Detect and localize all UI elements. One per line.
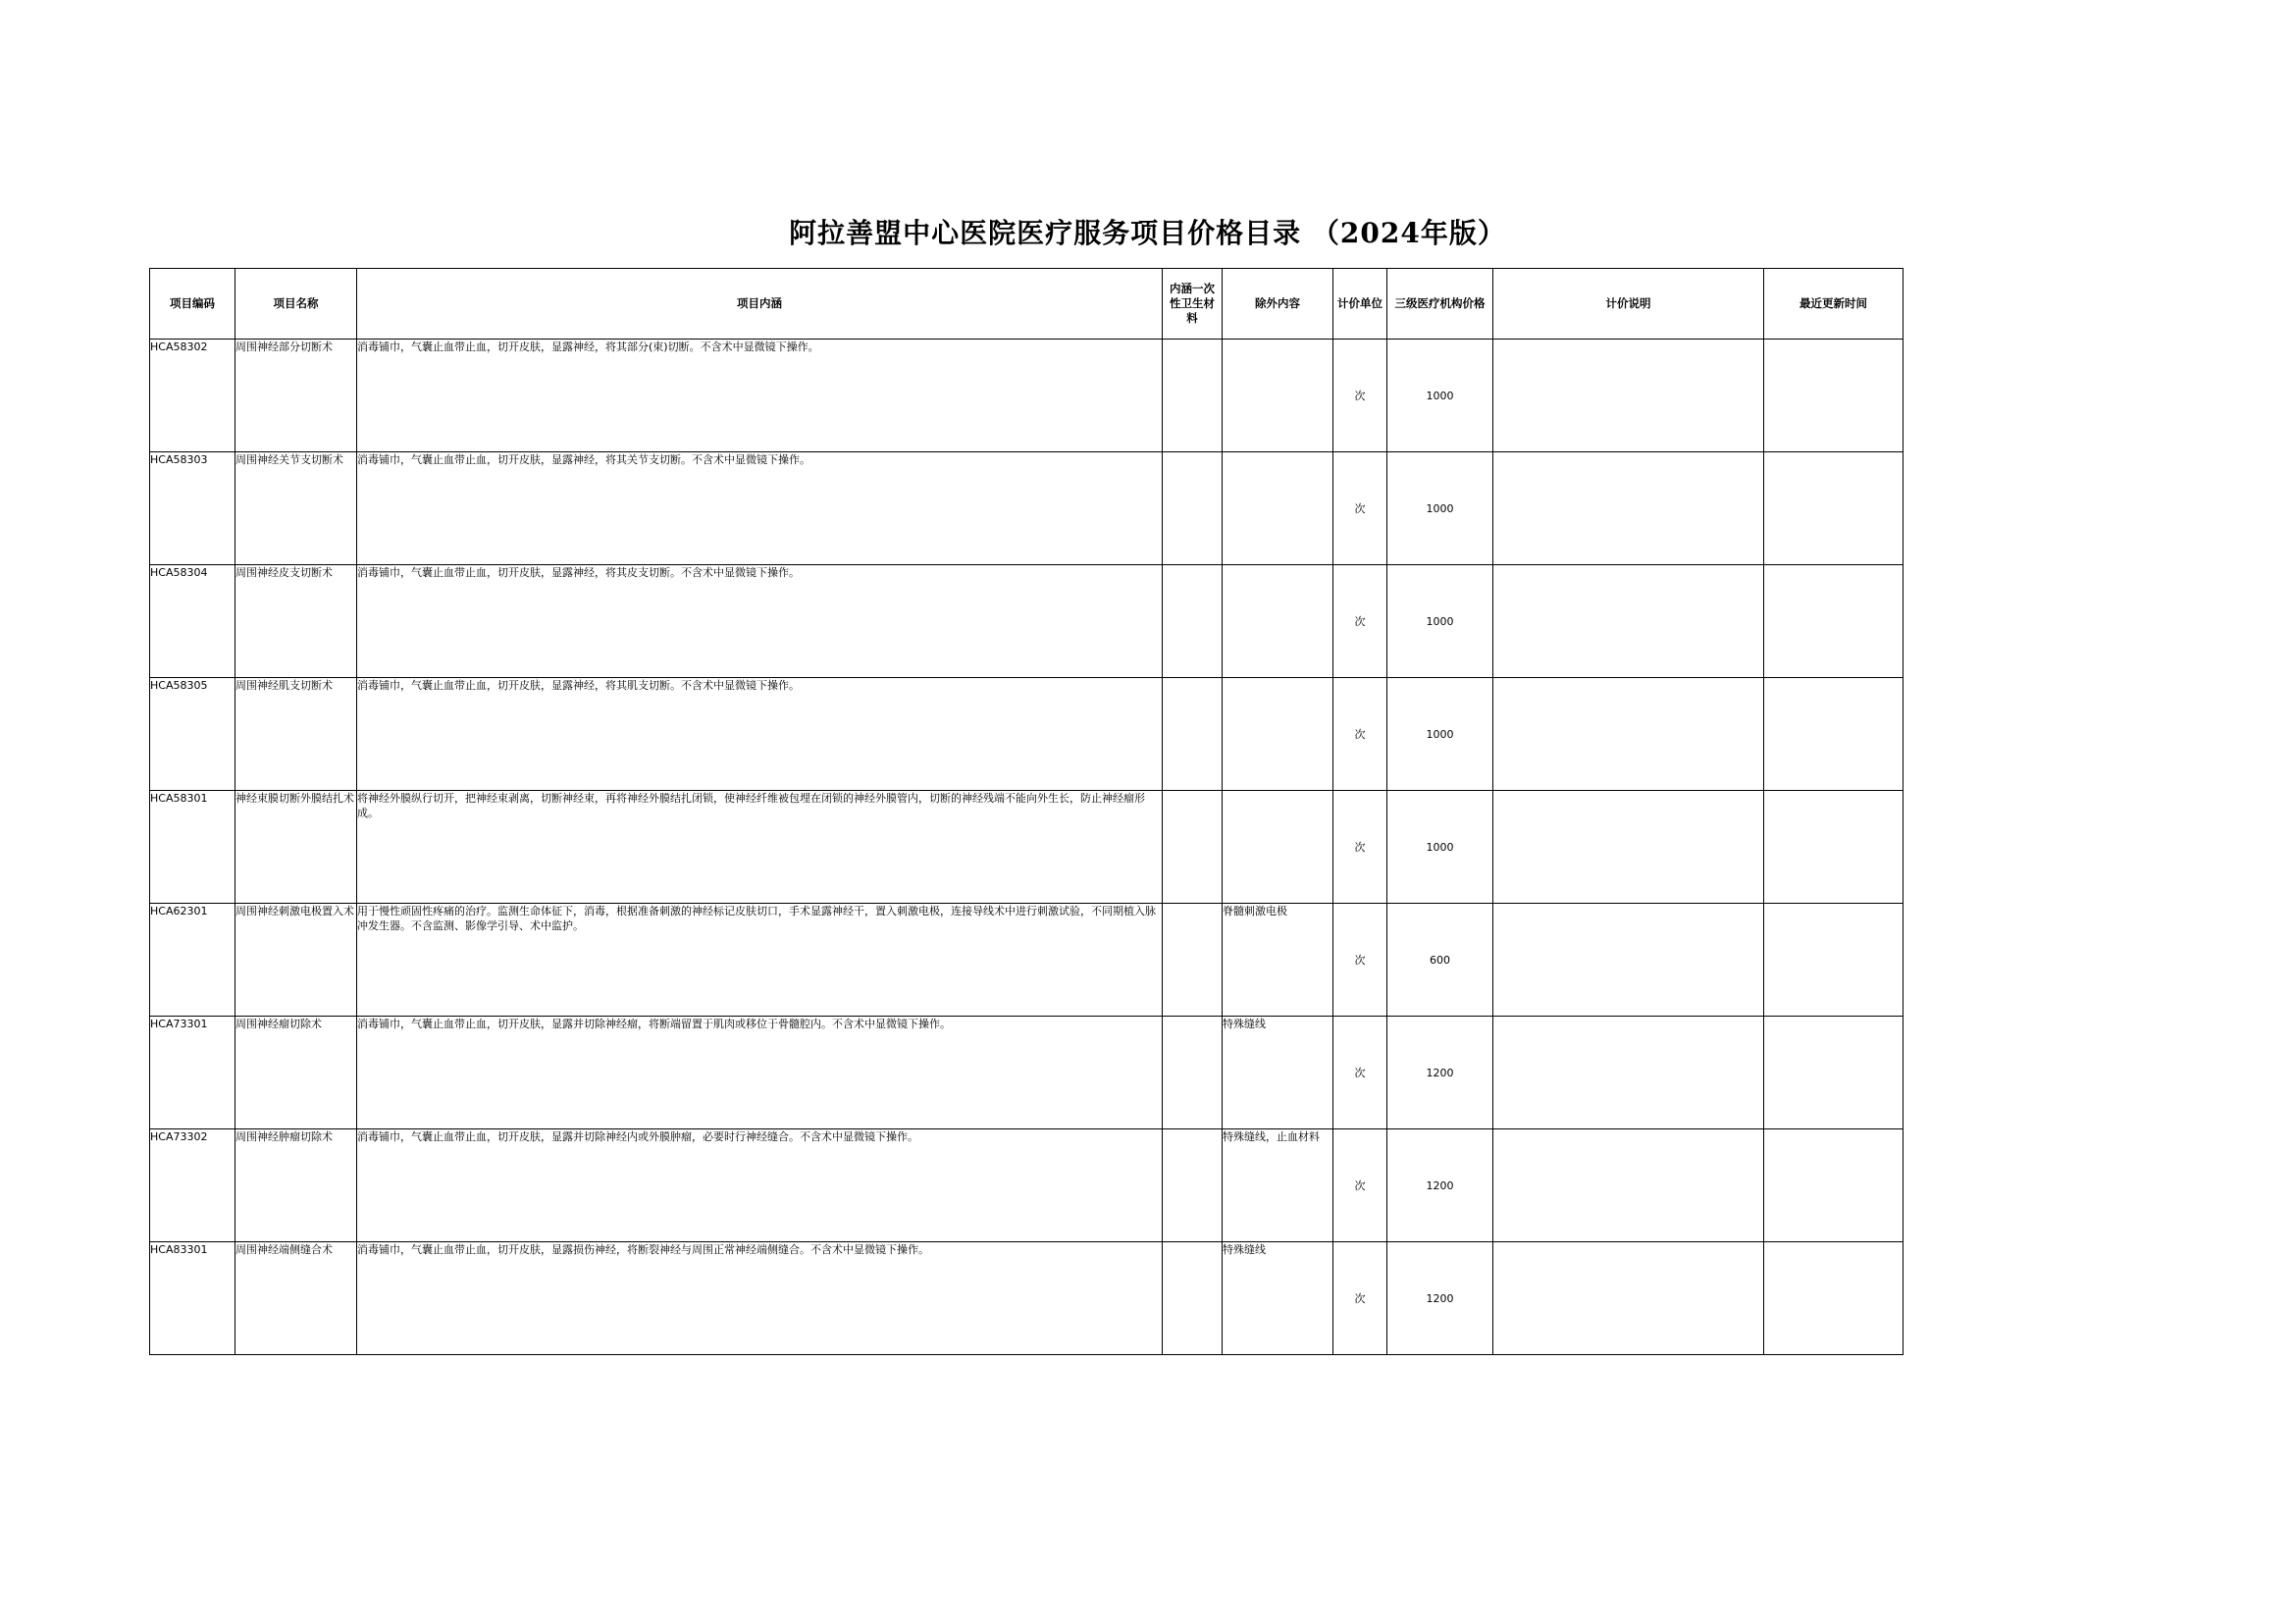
cell-updated [1764, 791, 1904, 904]
cell-name: 周围神经部分切断术 [235, 340, 357, 452]
cell-updated [1764, 565, 1904, 678]
cell-excluded [1223, 340, 1333, 452]
cell-unit: 次 [1333, 1017, 1387, 1129]
table-row [150, 791, 1904, 904]
cell-name: 周围神经刺激电极置入术 [235, 904, 357, 1017]
cell-updated [1764, 452, 1904, 565]
cell-note [1493, 1242, 1764, 1355]
cell-name: 神经束膜切断外膜结扎术 [235, 791, 357, 904]
cell-consumables [1163, 1242, 1223, 1355]
cell-consumables [1163, 1017, 1223, 1129]
table-row [150, 340, 1904, 452]
cell-code: HCA58303 [150, 452, 235, 565]
cell-content: 将神经外膜纵行切开，把神经束剥离，切断神经束，再将神经外膜结扎闭锁，使神经纤维被包埋在闭锁的神经外膜管内，切断的神经残端不能向外生长，防止神经瘤形成。 [357, 791, 1163, 904]
cell-unit: 次 [1333, 452, 1387, 565]
cell-code: HCA58302 [150, 340, 235, 452]
table-row [150, 1017, 1904, 1129]
cell-excluded [1223, 565, 1333, 678]
cell-price: 1200 [1387, 1017, 1493, 1129]
table-header-row [150, 269, 1904, 340]
cell-price: 1000 [1387, 678, 1493, 791]
cell-excluded [1223, 678, 1333, 791]
cell-content: 消毒铺巾，气囊止血带止血，切开皮肤，显露神经，将其皮支切断。不含术中显微镜下操作。 [357, 565, 1163, 678]
cell-content: 用于慢性顽固性疼痛的治疗。监测生命体征下，消毒，根据准备刺激的神经标记皮肤切口，手术显露神经干，置入刺激电极，连接导线术中进行刺激试验，不同期植入脉冲发生器。不含监测、影像学引导、术中监护。 [357, 904, 1163, 1017]
table-row [150, 678, 1904, 791]
cell-name: 周围神经关节支切断术 [235, 452, 357, 565]
cell-note [1493, 340, 1764, 452]
table-row [150, 904, 1904, 1017]
cell-content: 消毒铺巾，气囊止血带止血，切开皮肤，显露并切除神经瘤，将断端留置于肌肉或移位于骨髓腔内。不含术中显微镜下操作。 [357, 1017, 1163, 1129]
cell-unit: 次 [1333, 678, 1387, 791]
cell-consumables [1163, 565, 1223, 678]
table-row [150, 1129, 1904, 1242]
cell-updated [1764, 904, 1904, 1017]
document-title: 阿拉善盟中心医院医疗服务项目价格目录 （2024年版） [789, 217, 1506, 249]
cell-note [1493, 678, 1764, 791]
cell-price: 1000 [1387, 791, 1493, 904]
cell-code: HCA58301 [150, 791, 235, 904]
cell-content: 消毒铺巾，气囊止血带止血，切开皮肤，显露损伤神经，将断裂神经与周围正常神经端侧缝合。不含术中显微镜下操作。 [357, 1242, 1163, 1355]
cell-unit: 次 [1333, 1129, 1387, 1242]
cell-unit: 次 [1333, 791, 1387, 904]
cell-consumables [1163, 452, 1223, 565]
cell-unit: 次 [1333, 1242, 1387, 1355]
header-name: 项目名称 [235, 269, 357, 340]
cell-note [1493, 452, 1764, 565]
cell-consumables [1163, 791, 1223, 904]
cell-consumables [1163, 1129, 1223, 1242]
cell-name: 周围神经肌支切断术 [235, 678, 357, 791]
header-price: 三级医疗机构价格 [1387, 269, 1493, 340]
cell-updated [1764, 1129, 1904, 1242]
header-note: 计价说明 [1493, 269, 1764, 340]
cell-content: 消毒铺巾，气囊止血带止血，切开皮肤，显露神经，将其关节支切断。不含术中显微镜下操作。 [357, 452, 1163, 565]
cell-updated [1764, 678, 1904, 791]
cell-note [1493, 1017, 1764, 1129]
header-code: 项目编码 [150, 269, 235, 340]
cell-excluded [1223, 791, 1333, 904]
cell-content: 消毒铺巾，气囊止血带止血，切开皮肤，显露神经，将其部分(束)切断。不含术中显微镜下操作。 [357, 340, 1163, 452]
price-table [149, 268, 1904, 1355]
cell-price: 1000 [1387, 340, 1493, 452]
cell-price: 1000 [1387, 565, 1493, 678]
cell-name: 周围神经肿瘤切除术 [235, 1129, 357, 1242]
cell-excluded [1223, 452, 1333, 565]
cell-note [1493, 791, 1764, 904]
cell-code: HCA73301 [150, 1017, 235, 1129]
cell-excluded: 特殊缝线 [1223, 1017, 1333, 1129]
header-content: 项目内涵 [357, 269, 1163, 340]
cell-excluded: 特殊缝线，止血材料 [1223, 1129, 1333, 1242]
cell-name: 周围神经皮支切断术 [235, 565, 357, 678]
cell-updated [1764, 1242, 1904, 1355]
cell-price: 1200 [1387, 1129, 1493, 1242]
cell-updated [1764, 1017, 1904, 1129]
cell-consumables [1163, 678, 1223, 791]
cell-excluded: 脊髓刺激电极 [1223, 904, 1333, 1017]
cell-consumables [1163, 340, 1223, 452]
cell-unit: 次 [1333, 340, 1387, 452]
cell-code: HCA58305 [150, 678, 235, 791]
cell-code: HCA73302 [150, 1129, 235, 1242]
header-unit: 计价单位 [1333, 269, 1387, 340]
cell-code: HCA58304 [150, 565, 235, 678]
cell-name: 周围神经瘤切除术 [235, 1017, 357, 1129]
cell-consumables [1163, 904, 1223, 1017]
cell-note [1493, 904, 1764, 1017]
header-consumables: 内涵一次性卫生材料 [1163, 269, 1223, 340]
header-updated: 最近更新时间 [1764, 269, 1904, 340]
cell-note [1493, 1129, 1764, 1242]
table-row [150, 1242, 1904, 1355]
cell-note [1493, 565, 1764, 678]
cell-price: 1000 [1387, 452, 1493, 565]
cell-unit: 次 [1333, 565, 1387, 678]
header-excluded: 除外内容 [1223, 269, 1333, 340]
cell-updated [1764, 340, 1904, 452]
cell-content: 消毒铺巾，气囊止血带止血，切开皮肤，显露并切除神经内或外膜肿瘤，必要时行神经缝合。不含术中显微镜下操作。 [357, 1129, 1163, 1242]
cell-name: 周围神经端侧缝合术 [235, 1242, 357, 1355]
cell-unit: 次 [1333, 904, 1387, 1017]
cell-price: 1200 [1387, 1242, 1493, 1355]
table-row [150, 565, 1904, 678]
cell-code: HCA62301 [150, 904, 235, 1017]
cell-price: 600 [1387, 904, 1493, 1017]
cell-excluded: 特殊缝线 [1223, 1242, 1333, 1355]
table-row [150, 452, 1904, 565]
cell-code: HCA83301 [150, 1242, 235, 1355]
cell-content: 消毒铺巾，气囊止血带止血，切开皮肤，显露神经，将其肌支切断。不含术中显微镜下操作。 [357, 678, 1163, 791]
